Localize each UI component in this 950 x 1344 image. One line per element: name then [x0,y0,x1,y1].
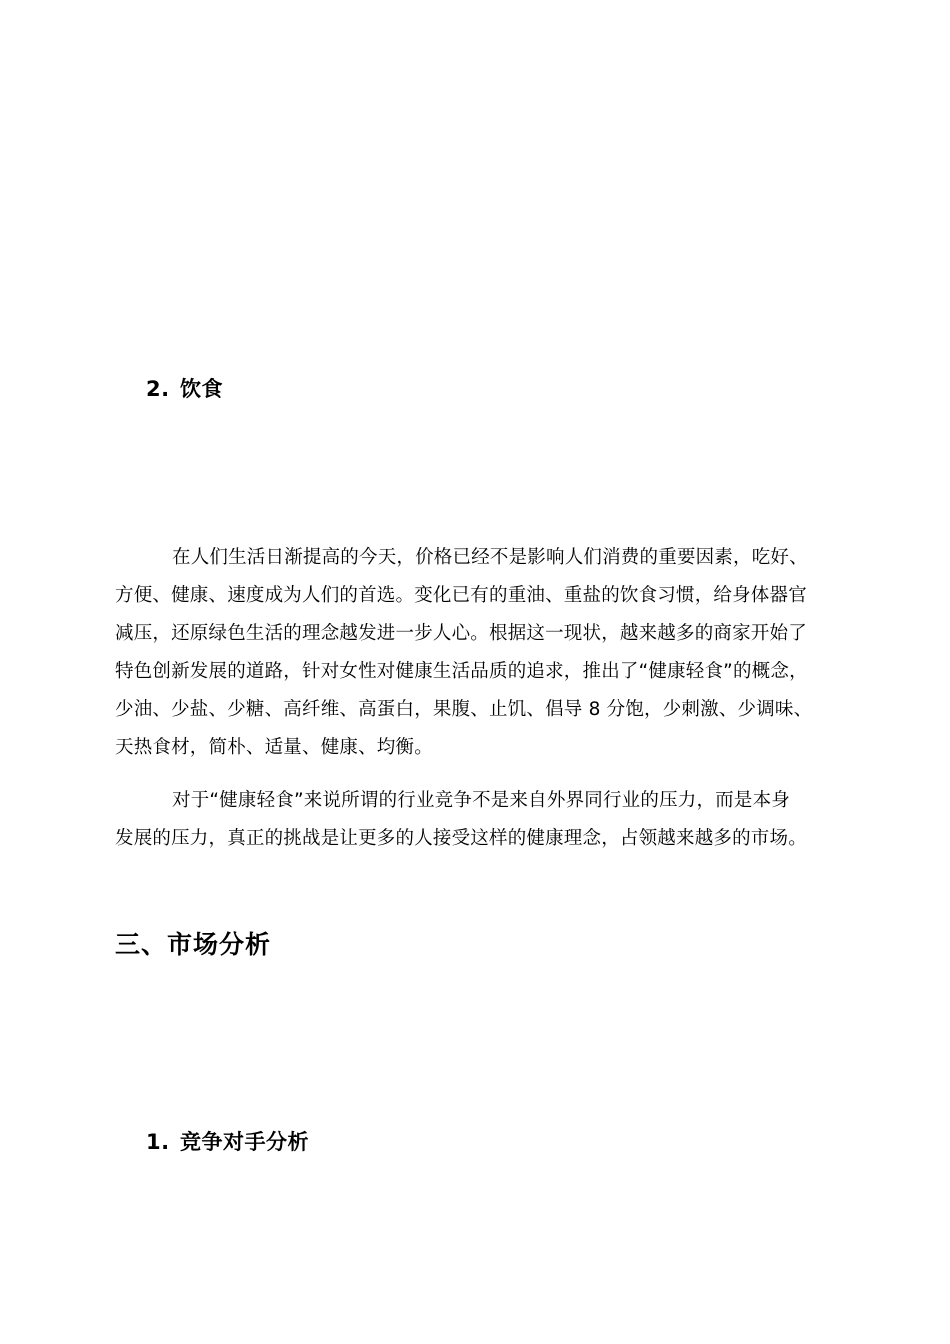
diet-paragraph-2 [115,782,835,858]
paragraph-line: 减压，还原绿色生活的理念越发进一步人心。根据这一现状，越来越多的商家开始了 [115,623,807,644]
paragraph-line: 少油、少盐、少糖、高纤维、高蛋白，果腹、止饥、倡导 8 分饱，少刺激、少调味、 [115,699,813,720]
diet-paragraph-1 [115,539,835,767]
paragraph-line: 在人们生活日渐提高的今天，价格已经不是影响人们消费的重要因素，吃好、 [172,547,808,568]
paragraph-line: 天热食材，简朴、适量、健康、均衡。 [115,737,433,758]
diet-heading [146,373,223,403]
paragraph-line: 发展的压力，真正的挑战是让更多的人接受这样的健康理念，占领越来越多的市场。 [115,828,807,849]
paragraph-line: 方便、健康、速度成为人们的首选。变化已有的重油、重盐的饮食习惯，给身体器官 [115,585,807,606]
competitor-heading-title: 竞争对手分析 [180,1130,309,1154]
paragraph-line: 特色创新发展的道路，针对女性对健康生活品质的追求，推出了“健康轻食”的概念， [115,661,808,682]
diet-heading-number: 2. [146,377,170,401]
diet-heading-title: 饮食 [180,377,223,401]
competitor-heading-number: 1. [146,1130,170,1154]
paragraph-line: 对于“健康轻食”来说所谓的行业竞争不是来自外界同行业的压力，而是本身 [172,790,790,811]
market-analysis-heading: 三、市场分析 [115,930,272,959]
competitor-analysis-heading [146,1126,309,1156]
